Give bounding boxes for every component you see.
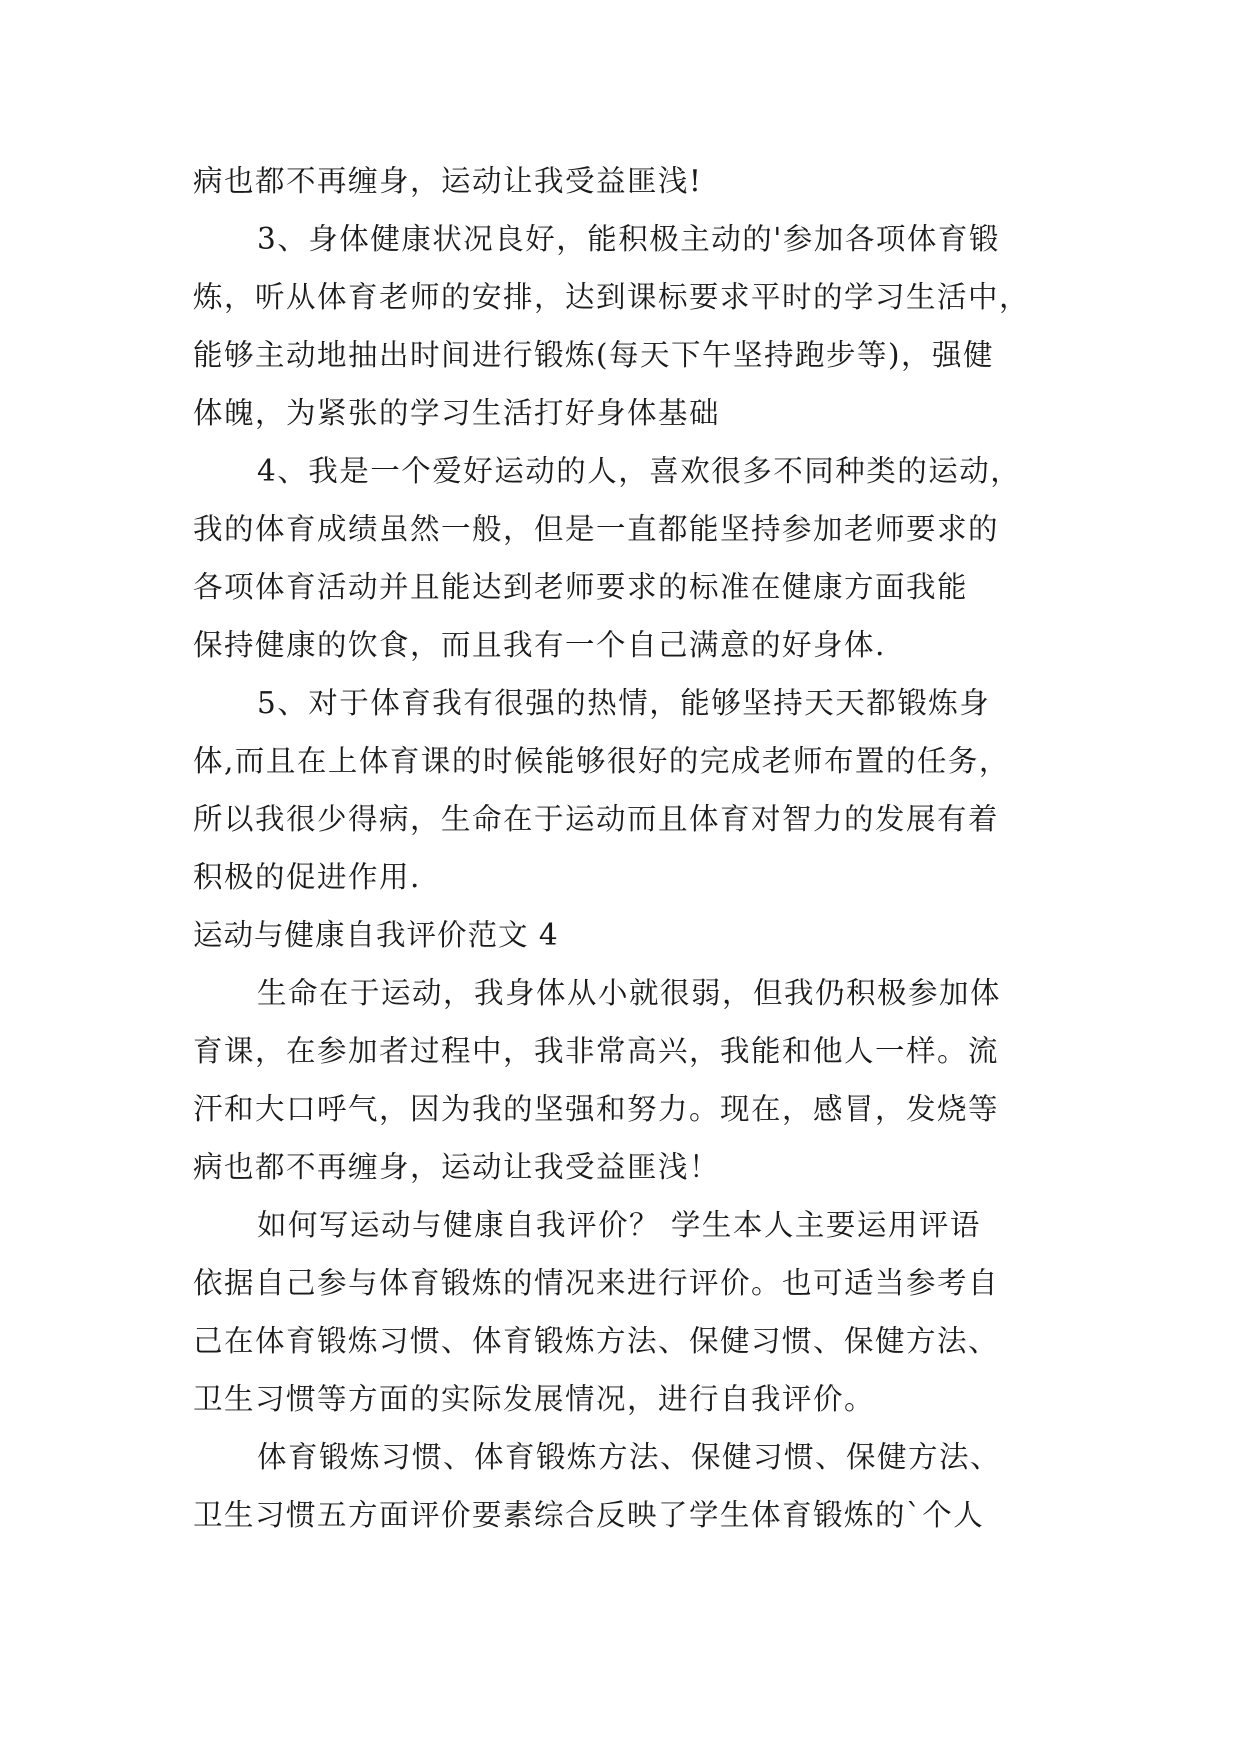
paragraph [193, 1428, 1063, 1544]
text-line: 3、身体健康状况良好，能积极主动的'参加各项体育锻 [257, 222, 1000, 256]
text-line: 炼，听从体育老师的安排，达到课标要求平时的学习生活中， [193, 280, 1031, 314]
text-line: 卫生习惯五方面评价要素综合反映了学生体育锻炼的`个人 [193, 1498, 985, 1532]
paragraph [193, 210, 1063, 442]
text-line: 体,而且在上体育课的时候能够很好的完成老师布置的任务， [193, 744, 1010, 778]
text-line: 4、我是一个爱好运动的人，喜欢很多不同种类的运动， [257, 454, 1022, 488]
text-line: 病也都不再缠身，运动让我受益匪浅！ [193, 1150, 721, 1184]
text-line: 己在体育锻炼习惯、体育锻炼方法、保健习惯、保健方法、 [193, 1324, 1000, 1358]
text-line: 卫生习惯等方面的实际发展情况，进行自我评价。 [193, 1382, 876, 1416]
text-line: 体育锻炼习惯、体育锻炼方法、保健习惯、保健方法、 [257, 1440, 1002, 1474]
paragraph [193, 1196, 1063, 1428]
text-line: 各项体育活动并且能达到老师要求的标准在健康方面我能 [193, 570, 969, 604]
text-line: 如何写运动与健康自我评价？ 学生本人主要运用评语 [257, 1208, 981, 1242]
text-line: 育课，在参加者过程中，我非常高兴，我能和他人一样。流 [193, 1034, 1000, 1068]
text-line: 依据自己参与体育锻炼的情况来进行评价。也可适当参考自 [193, 1266, 1000, 1300]
document-page [193, 152, 1063, 1544]
paragraph [193, 674, 1063, 906]
paragraph [193, 442, 1063, 674]
text-line: 我的体育成绩虽然一般，但是一直都能坚持参加老师要求的 [193, 512, 1000, 546]
text-line: 生命在于运动，我身体从小就很弱，但我仍积极参加体 [257, 976, 1002, 1010]
heading-text: 运动与健康自我评价范文 4 [193, 918, 559, 952]
text-line: 积极的促进作用. [193, 860, 421, 894]
text-line: 所以我很少得病，生命在于运动而且体育对智力的发展有着 [193, 802, 1000, 836]
text-line: 5、对于体育我有很强的热情，能够坚持天天都锻炼身 [257, 686, 991, 720]
text-line: 汗和大口呼气，因为我的坚强和努力。现在，感冒，发烧等 [193, 1092, 1000, 1126]
section-heading [193, 906, 1063, 964]
text-line: 体魄，为紧张的学习生活打好身体基础 [193, 396, 721, 430]
paragraph [193, 964, 1063, 1196]
text-line: 病也都不再缠身，运动让我受益匪浅! [193, 164, 703, 198]
text-line: 保持健康的饮食，而且我有一个自己满意的好身体. [193, 628, 886, 662]
paragraph [193, 152, 1063, 210]
text-line: 能够主动地抽出时间进行锻炼(每天下午坚持跑步等)，强健 [193, 338, 995, 372]
